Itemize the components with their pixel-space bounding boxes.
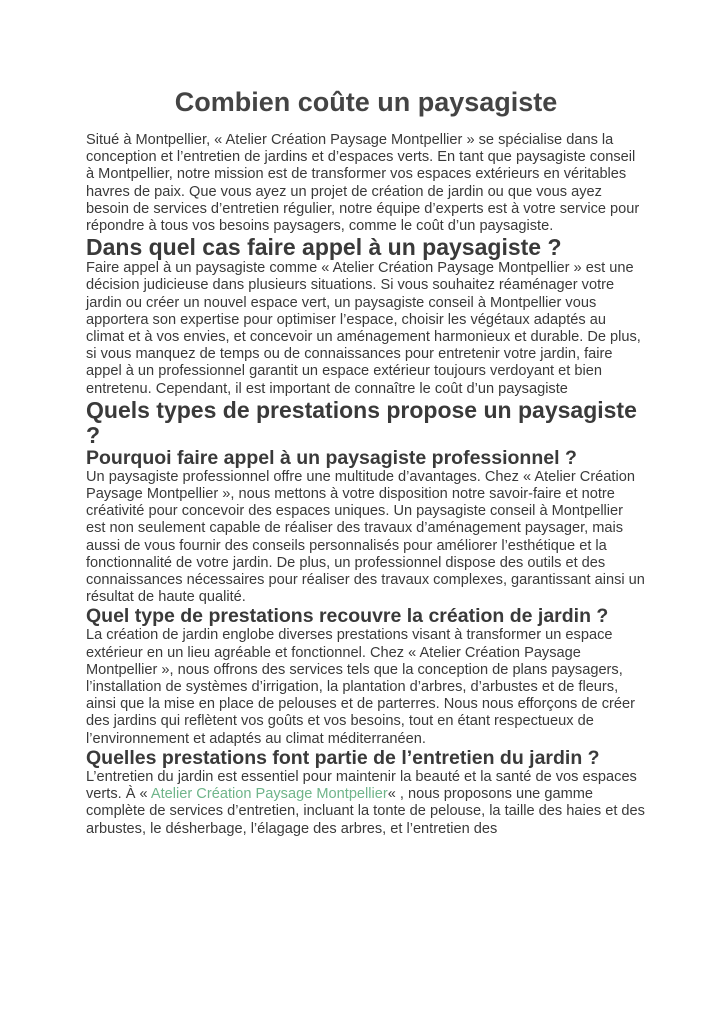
company-link[interactable]: Atelier Création Paysage Montpellier bbox=[150, 786, 388, 803]
intro-paragraph: Situé à Montpellier, « Atelier Création Paysage Montpellier » se spécialise dans la conception et l’entretien de jardins et d’espaces verts. En tant que paysagiste conseil à Montpellier, notre mission est de transformer vos espaces extérieurs en véritables havres de paix. Que vous ayez un projet de création de jardin ou que vous ayez besoin de services d’entretien régulier, notre équipe d’experts est à votre service pour répondre à tous vos besoins paysagers, comme le coût d’un paysagiste. bbox=[86, 132, 640, 235]
subheading-why-professional: Pourquoi faire appel à un paysagiste professionnel ? bbox=[86, 446, 577, 469]
paragraph-why-professional: Un paysagiste professionnel offre une multitude d’avantages. Chez « Atelier Création Paysage Montpellier », nous mettons à votre disposition notre savoir-faire et notre créativité pour concevoir des espaces uniques. Un paysagiste conseil à Montpellier est non seulement capable de réaliser des travaux d’aménagement paysager, mais aussi de vous fournir des conseils personnalisés pour améliorer l’esthétique et la fonctionnalité de votre jardin. De plus, un professionnel dispose des outils et des connaissances nécessaires pour réaliser des travaux complexes, garantissant ainsi un résultat de haute qualité. bbox=[86, 468, 645, 606]
subheading-garden-maintenance: Quelles prestations font partie de l’entretien du jardin ? bbox=[86, 746, 600, 769]
maintenance-text-before: L’entretien du jardin est essentiel pour maintenir la beauté et la santé de vos espaces verts. À « bbox=[86, 768, 637, 803]
document-content bbox=[86, 84, 646, 838]
heading-when-hire: Dans quel cas faire appel à un paysagiste ? bbox=[86, 234, 562, 261]
subheading-garden-creation: Quel type de prestations recouvre la création de jardin ? bbox=[86, 605, 609, 628]
paragraph-garden-maintenance bbox=[86, 769, 646, 838]
paragraph-garden-creation: La création de jardin englobe diverses prestations visant à transformer un espace extérieur en un lieu agréable et fonctionnel. Chez « Atelier Création Paysage Montpellier », nous offrons des services tels que la conception de plans paysagers, l’installation de systèmes d’irrigation, la plantation d’arbres, d’arbustes et de fleurs, ainsi que la mise en place de pelouses et de parterres. Nous nous efforçons de créer des jardins qui reflètent vos goûts et vos besoins, tout en étant respectueux de l’environnement et adaptés au climat méditerranéen. bbox=[86, 627, 635, 747]
heading-service-types: Quels types de prestations propose un paysagiste ? bbox=[86, 396, 637, 448]
maintenance-text-after: « , nous proposons une gamme complète de services d’entretien, incluant la tonte de pelouse, la taille des haies et des arbustes, le désherbage, l’élagage des arbres, et l’entretien des bbox=[86, 786, 645, 837]
page-title: Combien coûte un paysagiste bbox=[174, 87, 558, 117]
paragraph-when-hire: Faire appel à un paysagiste comme « Atelier Création Paysage Montpellier » est une décision judicieuse dans plusieurs situations. Si vous souhaitez réaménager votre jardin ou créer un nouvel espace vert, un paysagiste conseil à Montpellier vous apportera son expertise pour optimiser l’espace, choisir les végétaux adaptés au climat et à vos envies, et concevoir un aménagement harmonieux et durable. De plus, si vous manquez de temps ou de connaissances pour entretenir votre jardin, faire appel à un professionnel garantit un espace extérieur toujours verdoyant et bien entretenu. Cependant, il est important de connaître le coût d’un paysagiste bbox=[86, 260, 641, 397]
